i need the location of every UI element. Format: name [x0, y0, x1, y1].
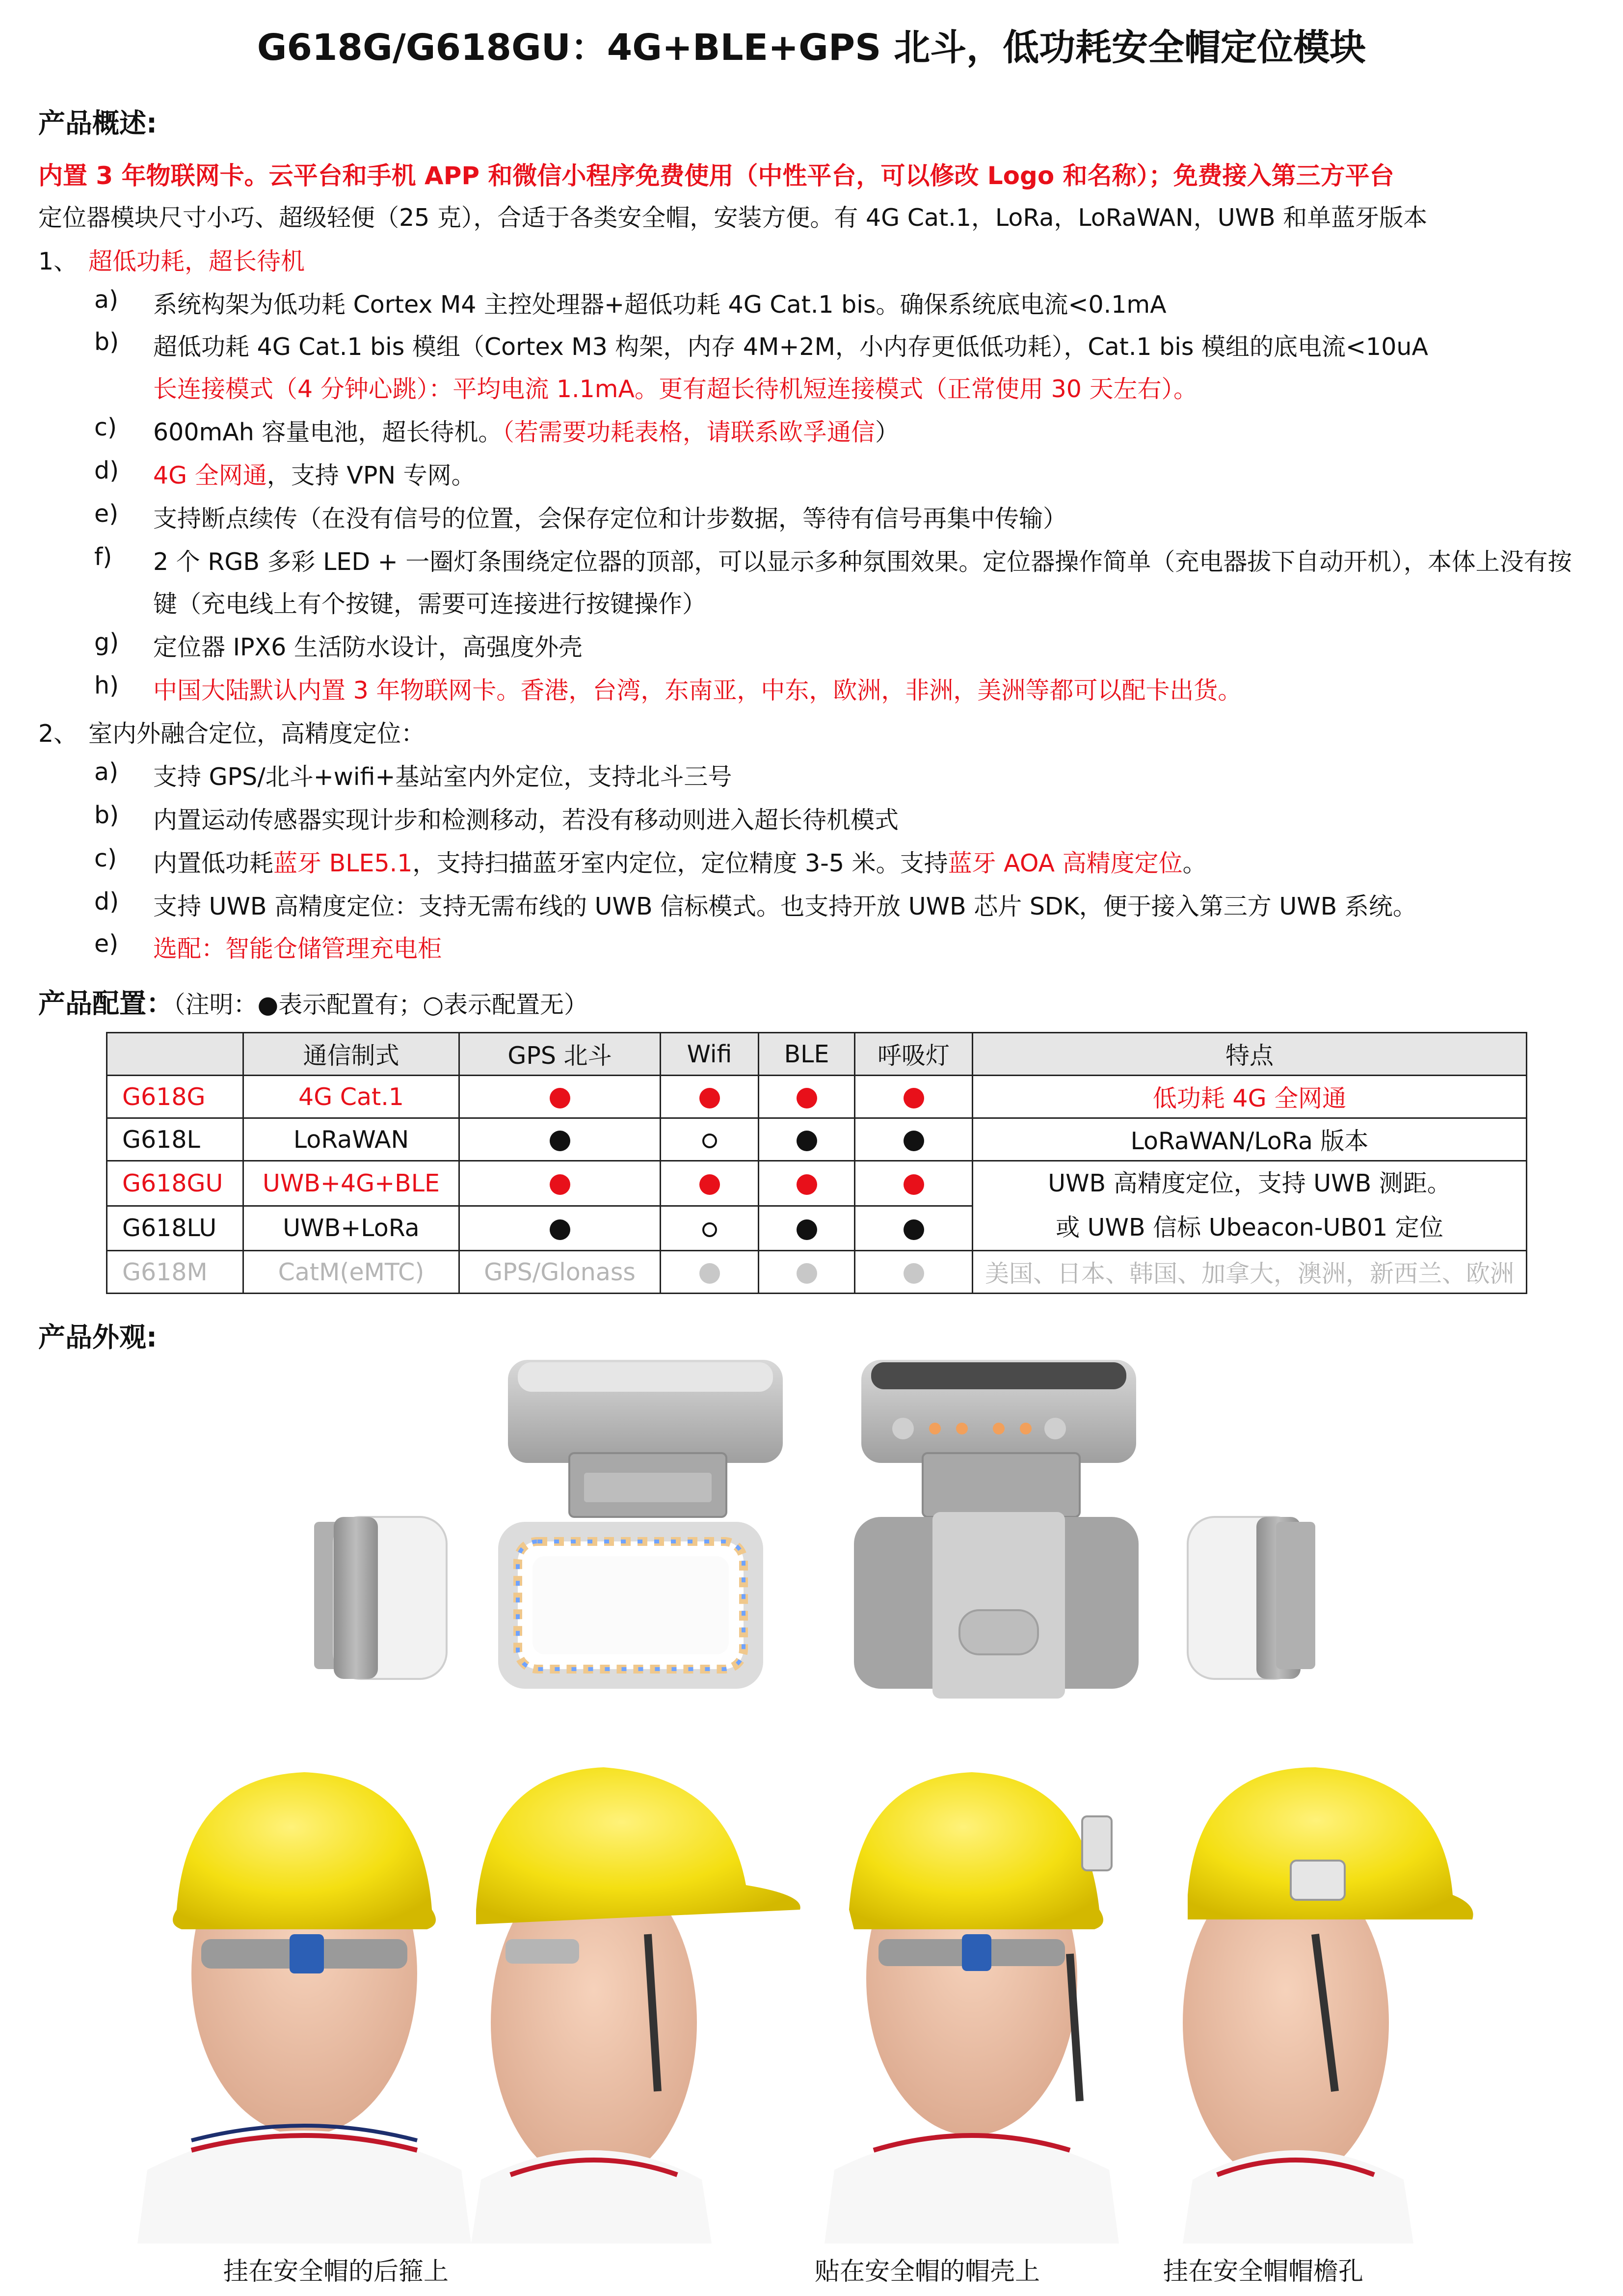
led-cell: [855, 1206, 973, 1251]
item-text: 系统构架为低功耗 Cortex M4 主控处理器+超低功耗 4G Cat.1 bis。确保系统底电流<0.1mA: [153, 291, 1167, 319]
item-label: c): [94, 844, 117, 872]
table-header: BLE: [759, 1033, 855, 1076]
feature-line: UWB 高精度定位，支持 UWB 测距。: [1048, 1169, 1451, 1197]
item-text: [153, 457, 476, 491]
table-row: [107, 1161, 1527, 1206]
item-text: 支持断点续传（在没有信号的位置，会保存定位和计步数据，等待有信号再集中传输）: [153, 505, 1067, 533]
item-label: f): [94, 543, 112, 571]
comm-cell: CatM(eMTC): [243, 1251, 459, 1294]
table-row: [107, 1251, 1527, 1294]
overview-heading: 产品概述:: [38, 108, 157, 139]
item-label: d): [94, 457, 119, 485]
item-text: 定位器 IPX6 生活防水设计，高强度外壳: [153, 633, 583, 661]
device-back-view: [861, 1360, 1136, 1517]
device-right-side-view: [1188, 1517, 1315, 1679]
appearance-heading: 产品外观:: [38, 1322, 157, 1353]
caption-brim-hole: 挂在安全帽帽檐孔: [1163, 2257, 1364, 2286]
wifi-cell: [661, 1251, 759, 1294]
item-text: 键（充电线上有个按键，需要可连接进行按键操作）: [153, 590, 707, 618]
led-cell: [855, 1118, 973, 1161]
filled-dot-icon: [797, 1263, 817, 1284]
comm-cell: 4G Cat.1: [243, 1076, 459, 1118]
model-cell: G618GU: [107, 1161, 243, 1206]
item-label: e): [94, 930, 119, 958]
filled-dot-icon: [699, 1263, 720, 1284]
filled-dot-icon: [797, 1131, 817, 1151]
ble-cell: [759, 1076, 855, 1118]
device-led-ring-view: [498, 1522, 763, 1689]
comm-cell: LoRaWAN: [243, 1118, 459, 1161]
table-header-row: [107, 1033, 1527, 1076]
table-header: Wifi: [661, 1033, 759, 1076]
item-text: 内置运动传感器实现计步和检测移动，若没有移动则进入超长待机模式: [153, 806, 899, 834]
table-header: 通信制式: [243, 1033, 459, 1076]
filled-dot-icon: [699, 1088, 720, 1108]
item-text: 超低功耗 4G Cat.1 bis 模组（Cortex M3 构架，内存 4M+2M，小内存更低低功耗），Cat.1 bis 模组的底电流<10uA: [153, 333, 1428, 361]
item-text: 2 个 RGB 多彩 LED + 一圈灯条围绕定位器的顶部，可以显示多种氛围效果。定位器操作简单（充电器拔下自动开机），本体上没有按: [153, 548, 1572, 576]
helmet-photo-brim-back: [825, 1772, 1119, 2243]
wifi-cell: [661, 1118, 759, 1161]
helmet-photo-brim-side: [1183, 1767, 1473, 2243]
table-row: [107, 1118, 1527, 1161]
item-text-red: 长连接模式（4 分钟心跳）：平均电流 1.1mA。更有超长待机短连接模式（正常使用 30 天左右）。: [153, 375, 1198, 403]
filled-dot-icon: [904, 1088, 924, 1108]
ble-cell: [759, 1161, 855, 1206]
item-text: [153, 844, 1207, 879]
filled-dot-icon: [550, 1219, 570, 1240]
item-text-red: （若需要功耗表格，请联系欧孚通信: [502, 418, 875, 446]
caption-shell: 贴在安全帽的帽壳上: [815, 2257, 1040, 2286]
filled-dot-icon: [797, 1174, 817, 1195]
overview-highlight: 内置 3 年物联网卡。云平台和手机 APP 和微信小程序免费使用（中性平台，可以修改 Logo 和名称）；免费接入第三方平台: [38, 162, 1394, 190]
item-text-red: 4G 全网通: [153, 461, 267, 489]
config-heading-text: 产品配置：: [38, 988, 174, 1019]
feature-cell: LoRaWAN/LoRa 版本: [973, 1118, 1527, 1161]
config-heading: [38, 982, 588, 1021]
item-text-part: 600mAh 容量电池，超长待机。: [153, 418, 503, 446]
item-label: d): [94, 888, 119, 916]
model-cell: G618LU: [107, 1206, 243, 1251]
feature-cell: 低功耗 4G 全网通: [973, 1076, 1527, 1118]
led-cell: [855, 1251, 973, 1294]
item-label: c): [94, 413, 117, 441]
device-left-side-view: [314, 1517, 447, 1679]
section-2-title: 室内外融合定位，高精度定位：: [88, 720, 426, 748]
comm-cell: UWB+LoRa: [243, 1206, 459, 1251]
item-text-part: 内置低功耗: [153, 849, 274, 877]
filled-dot-icon: [797, 1219, 817, 1240]
comm-cell: UWB+4G+BLE: [243, 1161, 459, 1206]
item-label: a): [94, 758, 119, 786]
filled-dot-icon: [904, 1131, 924, 1151]
config-note: （注明：●表示配置有；○表示配置无）: [173, 991, 588, 1019]
filled-dot-icon: [550, 1088, 570, 1108]
gps-cell: [459, 1206, 661, 1251]
model-cell: G618L: [107, 1118, 243, 1161]
caption-back-band: 挂在安全帽的后箍上: [223, 2257, 449, 2286]
ble-cell: [759, 1118, 855, 1161]
device-clip-view: [854, 1512, 1139, 1699]
model-cell: G618G: [107, 1076, 243, 1118]
item-text-part: ，支持扫描蓝牙室内定位，定位精度 3-5 米。支持: [412, 849, 948, 877]
item-label: b): [94, 801, 119, 829]
table-row: [107, 1076, 1527, 1118]
item-text-red: 选配：智能仓储管理充电柜: [153, 935, 442, 963]
item-text-red: 蓝牙 AOA 高精度定位: [948, 849, 1183, 877]
helmet-photos-figure: [0, 1748, 1623, 2243]
item-text-part: 。: [1182, 849, 1207, 877]
item-label: h): [94, 672, 119, 700]
filled-dot-icon: [699, 1174, 720, 1195]
table-header: [107, 1033, 243, 1076]
item-text: 支持 GPS/北斗+wifi+基站室内外定位，支持北斗三号: [153, 763, 732, 791]
ble-cell: [759, 1206, 855, 1251]
gps-cell: [459, 1076, 661, 1118]
gps-cell: [459, 1161, 661, 1206]
section-2-number: 2、: [38, 720, 78, 748]
section-1-number: 1、: [38, 247, 78, 275]
wifi-cell: [661, 1161, 759, 1206]
filled-dot-icon: [550, 1131, 570, 1151]
table-header: 呼吸灯: [855, 1033, 973, 1076]
filled-dot-icon: [797, 1088, 817, 1108]
item-text-red: 蓝牙 BLE5.1: [273, 849, 413, 877]
item-label: g): [94, 628, 119, 656]
feature-cell-merged: [973, 1161, 1527, 1251]
led-cell: [855, 1076, 973, 1118]
gps-cell: [459, 1118, 661, 1161]
config-table: [106, 1032, 1527, 1294]
item-label: a): [94, 286, 119, 314]
helmet-photo-back: [137, 1772, 471, 2243]
feature-cell: 美国、日本、韩国、加拿大，澳洲，新西兰、欧洲: [973, 1251, 1527, 1294]
item-text-red: 中国大陆默认内置 3 年物联网卡。香港，台湾，东南亚，中东，欧洲，非洲，美洲等都可以配卡出货。: [153, 676, 1242, 704]
empty-circle-icon: [702, 1222, 717, 1237]
filled-dot-icon: [904, 1174, 924, 1195]
item-text: [153, 413, 899, 448]
led-cell: [855, 1161, 973, 1206]
filled-dot-icon: [904, 1263, 924, 1284]
feature-line: 或 UWB 信标 Ubeacon-UB01 定位: [1056, 1214, 1443, 1242]
item-label: b): [94, 328, 119, 356]
ble-cell: [759, 1251, 855, 1294]
item-label: e): [94, 500, 119, 528]
page-title: G618G/G618GU：4G+BLE+GPS 北斗，低功耗安全帽定位模块: [257, 27, 1366, 69]
item-text: 支持 UWB 高精度定位：支持无需布线的 UWB 信标模式。也支持开放 UWB 芯片 SDK，便于接入第三方 UWB 系统。: [153, 892, 1417, 920]
wifi-cell: [661, 1206, 759, 1251]
overview-intro: 定位器模块尺寸小巧、超级轻便（25 克），合适于各类安全帽，安装方便。有 4G Cat.1，LoRa，LoRaWAN，UWB 和单蓝牙版本: [38, 204, 1428, 232]
helmet-photo-side-shell: [471, 1767, 800, 2243]
table-header: GPS 北斗: [459, 1033, 661, 1076]
item-text-part: ，支持 VPN 专网。: [266, 461, 476, 489]
item-text-part: ）: [875, 418, 899, 446]
gps-cell: GPS/Glonass: [459, 1251, 661, 1294]
filled-dot-icon: [550, 1174, 570, 1195]
filled-dot-icon: [904, 1219, 924, 1240]
device-front-view: [508, 1360, 783, 1517]
wifi-cell: [661, 1076, 759, 1118]
empty-circle-icon: [702, 1134, 717, 1148]
section-1-title: 超低功耗，超长待机: [88, 247, 305, 275]
table-header: 特点: [973, 1033, 1527, 1076]
model-cell: G618M: [107, 1251, 243, 1294]
